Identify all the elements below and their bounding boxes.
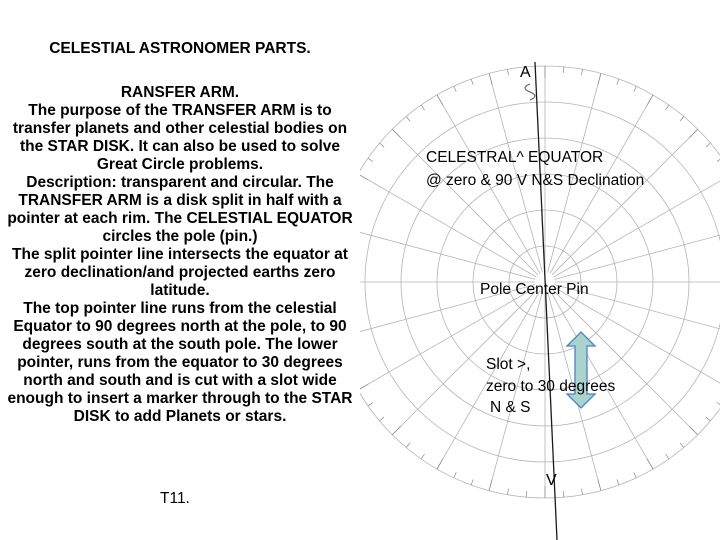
declination-label: @ zero & 90 V N&S Declination — [426, 172, 645, 189]
rim-tick — [680, 443, 684, 448]
rim-tick — [380, 417, 385, 421]
rim-tick — [563, 67, 564, 73]
rim-tick — [634, 86, 637, 91]
grid-spoke — [552, 289, 698, 435]
disk-image — [360, 0, 720, 540]
equator-label: CELESTRAL^ EQUATOR — [426, 149, 604, 166]
pointer-line — [535, 62, 557, 540]
rim-tick — [563, 491, 564, 497]
rim-tick — [471, 79, 473, 85]
rim-tick — [634, 472, 637, 477]
slot-label: Slot >, — [486, 356, 531, 373]
transfer-arm-diagram — [360, 0, 720, 540]
rim-tick — [437, 459, 443, 469]
rim-tick — [380, 143, 385, 147]
slot-direction-label: N & S — [490, 399, 531, 416]
rim-tick — [665, 454, 668, 459]
rim-tick — [706, 143, 711, 147]
rim-tick — [581, 489, 582, 495]
paragraph-pointers: The top pointer line runs from the celestial Equator to 90 degrees north at the pole, to 90 degrees south at the south pole. The lower pointer, runs from the equator to 30 degrees north and south and is cut with a slot wide enough to insert a marker through to the STAR DISK to add Planets or stars. — [7, 300, 353, 425]
rim-tick — [421, 105, 424, 110]
paragraph-purpose: The purpose of the TRANSFER ARM is to transfer planets and other celestial bodies on the STAR DISK. It can also be used to solve Great Circle problems. — [12, 102, 348, 173]
rim-tick — [526, 491, 527, 497]
rim-tick — [689, 426, 697, 434]
rim-tick — [598, 73, 601, 85]
paragraph-description: Description: transparent and circular. The TRANSFER ARM is a disk split in half with a pointer at each rim. The CELESTIAL EQUATOR circles the pole (pin.) — [7, 174, 353, 245]
pole-pin-label: Pole Center Pin — [480, 281, 589, 298]
rim-tick — [406, 443, 410, 448]
rim-tick — [454, 86, 457, 91]
top-hook — [525, 84, 535, 100]
rim-tick — [689, 129, 697, 137]
rim-tick — [471, 479, 473, 485]
slide-number: T11. — [160, 490, 190, 507]
rim-tick — [360, 174, 368, 180]
rim-tick — [680, 117, 684, 122]
rim-tick — [360, 384, 368, 390]
rim-tick — [406, 117, 410, 122]
rim-tick — [647, 95, 653, 105]
rim-tick — [647, 459, 653, 469]
bottom-pointer-marker: V — [546, 472, 557, 489]
rim-tick — [617, 479, 619, 485]
rim-tick — [437, 95, 443, 105]
grid-spoke — [360, 287, 536, 390]
double-arrow-icon — [567, 332, 595, 408]
paragraph-intersection: The split pointer line intersects the equator at zero declination/and projected earths zero latitude. — [12, 246, 348, 299]
rim-tick — [665, 105, 668, 110]
description-text — [4, 102, 356, 426]
slot-range-label: zero to 30 degrees — [486, 378, 616, 395]
rim-tick — [421, 454, 424, 459]
rim-tick — [581, 69, 582, 75]
rim-tick — [706, 417, 711, 421]
grid-spoke — [360, 226, 535, 279]
rim-tick — [489, 479, 492, 491]
rim-tick — [507, 489, 508, 495]
rim-tick — [454, 472, 457, 477]
slide-title: CELESTIAL ASTRONOMER PARTS. — [49, 40, 311, 57]
rim-tick — [392, 129, 400, 137]
top-pointer-marker: A — [520, 64, 531, 81]
rim-tick — [489, 73, 492, 85]
rim-tick — [507, 69, 508, 75]
rim-tick — [368, 158, 373, 161]
rim-tick — [598, 479, 601, 491]
rim-tick — [617, 79, 619, 85]
rim-tick — [392, 426, 400, 434]
rim-tick — [368, 402, 373, 405]
section-heading: RANSFER ARM. — [120, 84, 240, 101]
